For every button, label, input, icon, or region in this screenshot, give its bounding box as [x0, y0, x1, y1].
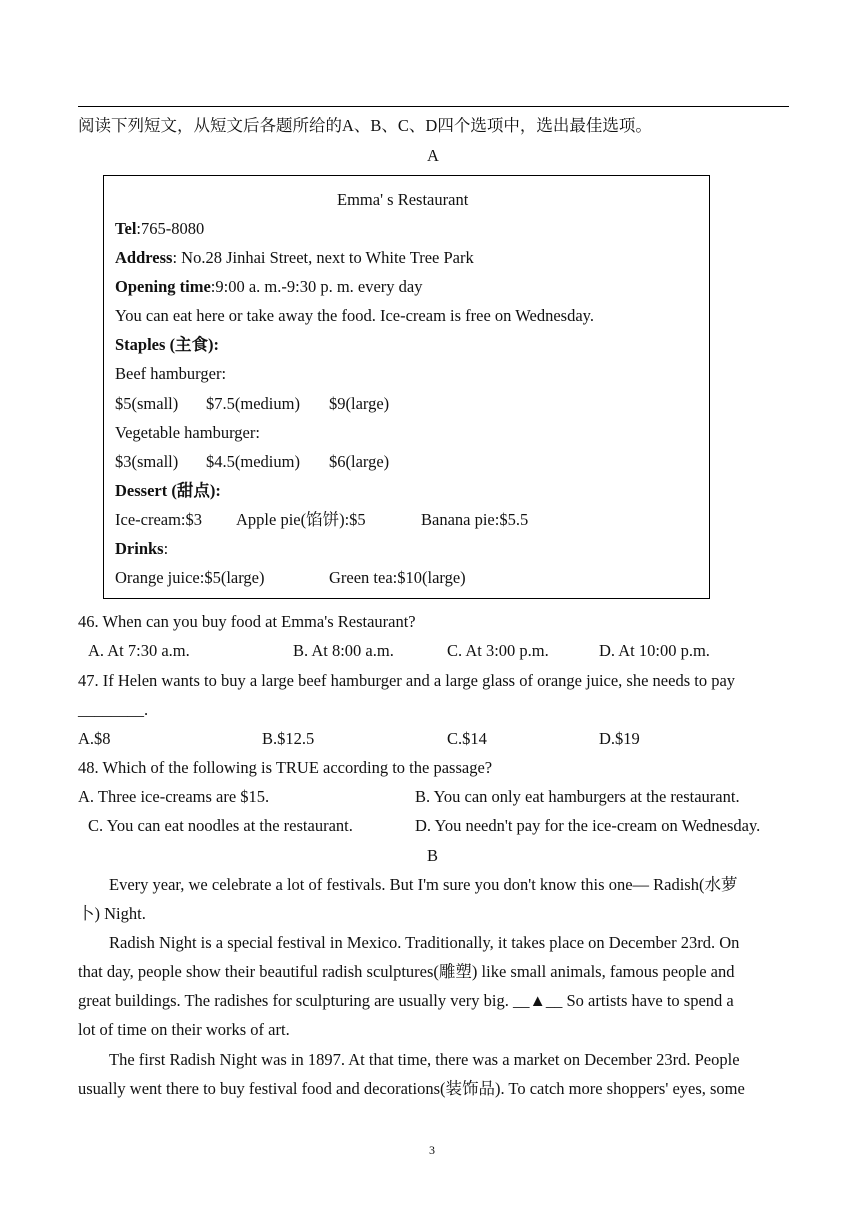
dessert-apple-pie: Apple pie(馅饼):$5 [236, 510, 366, 529]
passage-b-line: great buildings. The radishes for sculpturing are usually very big. __▲__ So artists have to spend a [78, 991, 734, 1010]
beef-price-small: $5(small) [115, 394, 179, 413]
passage-b-line: 卜) Night. [78, 904, 146, 923]
veg-price-small: $3(small) [115, 452, 179, 471]
q46-option-c: C. At 3:00 p.m. [447, 641, 549, 660]
menu-opening-time [115, 277, 423, 297]
drink-green-tea: Green tea:$10(large) [329, 568, 466, 587]
menu-note: You can eat here or take away the food. Ice-cream is free on Wednesday. [115, 306, 594, 325]
veg-hamburger-label: Vegetable hamburger: [115, 423, 260, 442]
menu-tel [115, 219, 204, 239]
instruction: 阅读下列短文，从短文后各题所给的A、B、C、D四个选项中，选出最佳选项。 [78, 116, 652, 135]
header-rule [78, 106, 789, 107]
drinks-colon: : [163, 539, 169, 558]
veg-price-medium: $4.5(medium) [206, 452, 300, 471]
dessert-ice-cream: Ice-cream:$3 [115, 510, 203, 529]
passage-b-line: Every year, we celebrate a lot of festivals. But I'm sure you don't know this one— Radish(水萝 [109, 875, 738, 894]
q48-option-a: A. Three ice-creams are $15. [78, 787, 270, 806]
staples-label: Staples [115, 335, 166, 354]
menu-staples-heading [115, 335, 219, 355]
page-number: 3 [429, 1143, 435, 1157]
tel-value: :765-8080 [136, 219, 205, 238]
beef-hamburger-label: Beef hamburger: [115, 364, 227, 383]
dessert-cn: (甜点): [167, 481, 221, 500]
staples-cn: (主食): [165, 335, 220, 354]
menu-drinks-heading [115, 539, 168, 559]
q46-option-a: A. At 7:30 a.m. [88, 641, 190, 660]
q48-option-b: B. You can only eat hamburgers at the restaurant. [415, 787, 740, 806]
q46-option-d: D. At 10:00 p.m. [599, 641, 710, 660]
dessert-label: Dessert [115, 481, 168, 500]
opening-value: :9:00 a. m.-9:30 p. m. every day [210, 277, 423, 296]
q48-option-d: D. You needn't pay for the ice-cream on Wednesday. [415, 816, 761, 835]
q47-option-c: C.$14 [447, 729, 487, 748]
passage-b-line: usually went there to buy festival food and decorations(装饰品). To catch more shoppers' eyes, some [78, 1079, 745, 1098]
q46-stem: 46. When can you buy food at Emma's Restaurant? [78, 612, 416, 631]
q46-option-b: B. At 8:00 a.m. [293, 641, 394, 660]
q47-option-a: A.$8 [78, 729, 111, 748]
opening-label: Opening time [115, 277, 211, 296]
dessert-banana-pie: Banana pie:$5.5 [421, 510, 529, 529]
passage-b-line: lot of time on their works of art. [78, 1020, 290, 1039]
drink-orange-juice: Orange juice:$5(large) [115, 568, 265, 587]
passage-b-line: The first Radish Night was in 1897. At that time, there was a market on December 23rd. People [109, 1050, 740, 1069]
q47-stem: 47. If Helen wants to buy a large beef hamburger and a large glass of orange juice, she needs to pay [78, 671, 736, 690]
beef-price-medium: $7.5(medium) [206, 394, 300, 413]
drinks-label: Drinks [115, 539, 164, 558]
veg-price-large: $6(large) [329, 452, 390, 471]
menu-address [115, 248, 474, 268]
q47-blank: ________. [78, 700, 149, 719]
q47-option-b: B.$12.5 [262, 729, 315, 748]
tel-label: Tel [115, 219, 137, 238]
section-a-heading: A [427, 146, 439, 165]
q48-stem: 48. Which of the following is TRUE according to the passage? [78, 758, 493, 777]
section-b-heading: B [427, 846, 439, 865]
q47-option-d: D.$19 [599, 729, 640, 748]
address-label: Address [115, 248, 173, 267]
passage-b-line: Radish Night is a special festival in Mexico. Traditionally, it takes place on December 23rd. On [109, 933, 740, 952]
q48-option-c: C. You can eat noodles at the restaurant. [88, 816, 353, 835]
menu-title: Emma' s Restaurant [337, 190, 469, 209]
beef-price-large: $9(large) [329, 394, 390, 413]
menu-dessert-heading [115, 481, 221, 501]
address-value: : No.28 Jinhai Street, next to White Tree Park [172, 248, 474, 267]
passage-b-line: that day, people show their beautiful radish sculptures(雕塑) like small animals, famous people and [78, 962, 735, 981]
